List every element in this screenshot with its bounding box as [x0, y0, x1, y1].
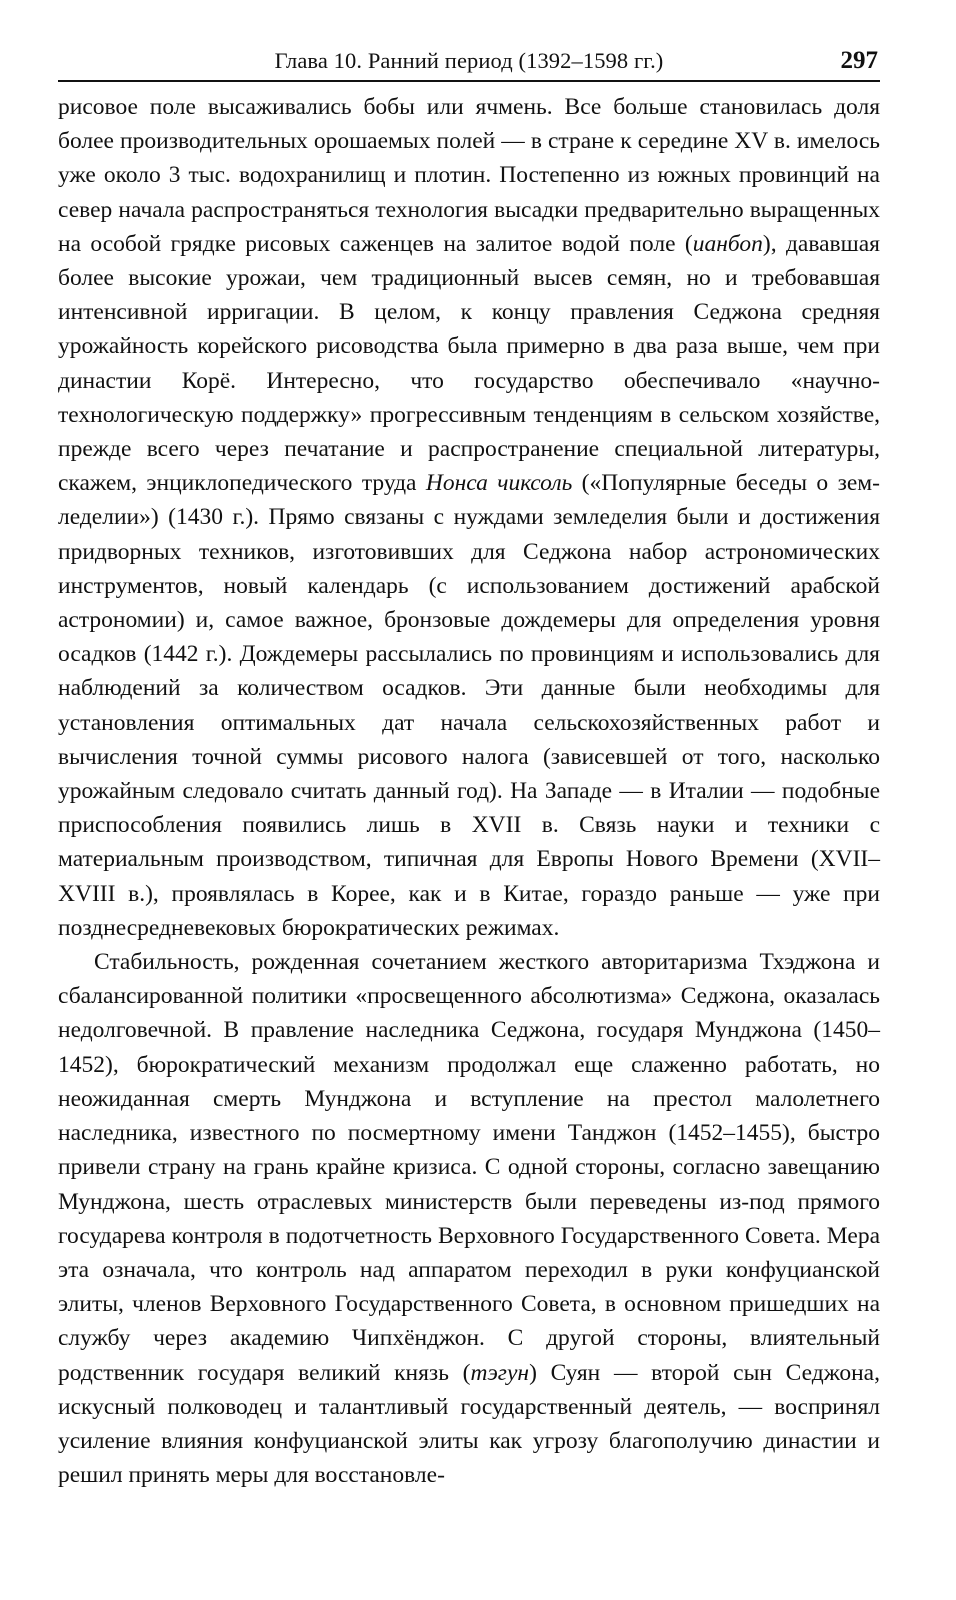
paragraph-1 [58, 90, 880, 945]
italic-title: Нонса чиксоль [425, 470, 573, 497]
text-run: («Популярные беседы о земледелии») (1430 г.). Прямо связаны с нуждами земледелия были и достижения придворных техников, изготовивших для Седжона набор астрономических инструментов, новый календарь (с использованием достижений арабской астрономии) и, самое важное, бронзовые дождемеры для определения уровня осадков (1442 г.). Дождемеры рассылались по провинциям и использовались для наблюдений за количеством осадков. Эти данные были необходимы для установления оптимальных дат начала сельскохозяйственных работ и вычисления точной суммы рисового налога (зависевшей от того, насколько урожайным следовало считать данный год). На Западе — в Италии — подобные приспособления появились лишь в XVII в. Связь науки и техники с материальным производством, типичная для Европы Нового Времени (XVII–XVIII в.), проявлялась в Корее, как и в Китае, гораздо раньше — уже при позднесредневековых бюрократических режимах. [58, 470, 880, 941]
italic-term: ианбоп [692, 230, 763, 257]
page-number: 297 [840, 47, 878, 74]
text-run: ) Суян — второй сын Седжона, искусный полководец и талантливый государственный деятель, — воспринял усиление влияния конфуцианской элиты как угрозу благополучию династии и решил принять меры для восстановле- [58, 1359, 880, 1489]
italic-term: тэгун [470, 1359, 530, 1386]
text-run: рисовое поле высаживались бобы или ячмень. Все больше становилась доля более производительных орошаемых полей — в стране к середине XV в. имелось уже около 3 тыс. водохранилищ и плотин. Постепенно из южных провинций на север начала распространяться технология высадки предварительно выращенных на особой грядке рисовых саженцев на залитое водой поле ( [58, 94, 880, 257]
running-header [58, 44, 880, 82]
body-text [58, 90, 880, 1492]
paragraph-2 [58, 945, 880, 1492]
chapter-running-title: Глава 10. Ранний период (1392–1598 гг.) [274, 48, 664, 73]
book-page [58, 44, 880, 1492]
text-run: ), дававшая более высокие урожаи, чем традиционный высев семян, но и требовавшая интенсивной ирригации. В целом, к концу правления Седжона средняя урожайность корейского рисоводства была примерно в два раза выше, чем при династии Корё. Интересно, что государство обеспечивало «научно-технологическую поддержку» прогрессивным тенденциям в сельском хозяйстве, прежде всего через печатание и распространение специальной литературы, скажем, энциклопедического труда [58, 230, 880, 497]
text-run: Стабильность, рожденная сочетанием жесткого авторитаризма Тхэджона и сбалансированной политики «просвещенного абсолютизма» Седжона, оказалась недолговечной. В правление наследника Седжона, государя Мунджона (1450–1452), бюрократический механизм продолжал еще слаженно работать, но неожиданная смерть Мунджона и вступление на престол малолетнего наследника, известного по посмертному имени Танджон (1452–1455), быстро привели страну на грань крайне кризиса. С одной стороны, согласно завещанию Мунджона, шесть отраслевых министерств были переведены из-под прямого государева контроля в подотчетность Верховного Государственного Совета. Мера эта означала, что контроль над аппаратом переходил в руки конфуцианской элиты, членов Верховного Государственного Совета, в основном пришедших на службу через академию Чипхёнджон. С другой стороны, влиятельный родственник государя великий князь ( [58, 949, 880, 1386]
